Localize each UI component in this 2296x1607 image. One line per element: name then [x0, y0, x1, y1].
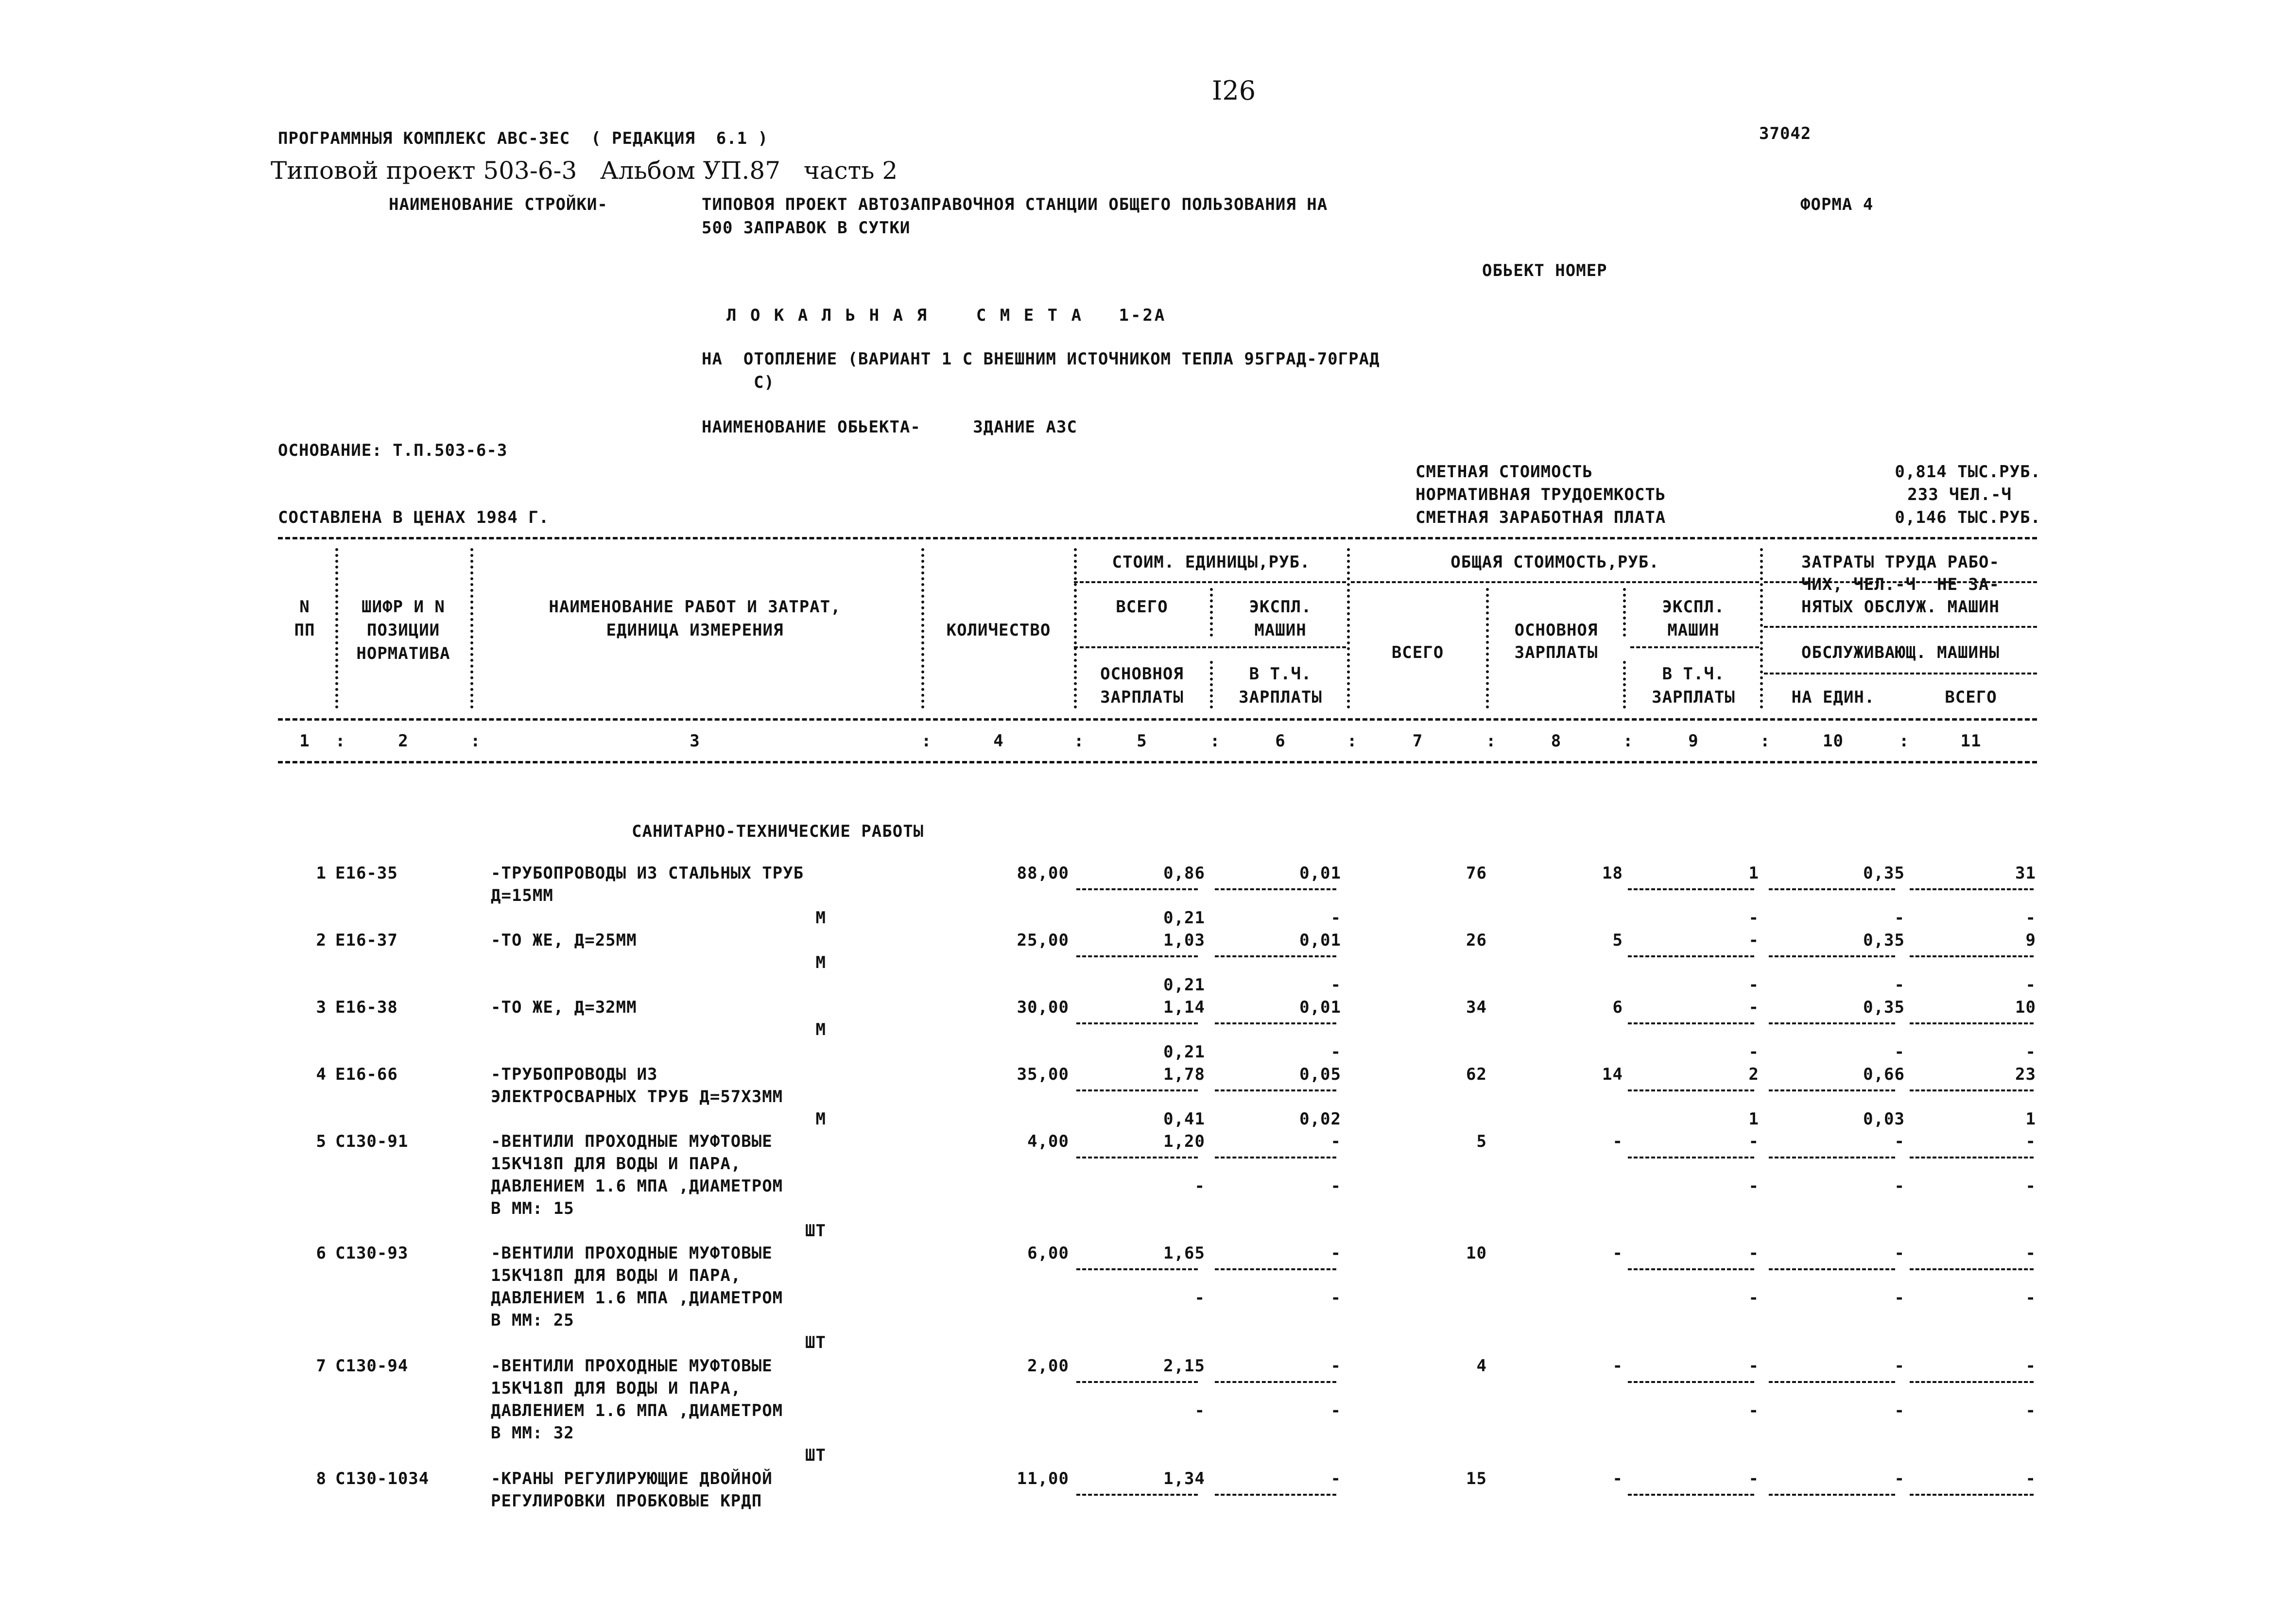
row-number: 5 [316, 1132, 327, 1151]
cell-divider [1215, 1157, 1336, 1158]
row-number: 8 [316, 1469, 327, 1488]
cell-divider [1076, 1268, 1198, 1270]
header-labor-per-unit: НА ЕДИН. [1791, 688, 1875, 707]
summary-label: НОРМАТИВНАЯ ТРУДОЕМКОСТЬ [1416, 485, 1666, 504]
header-total-machine-wage: ЗАРПЛАТЫ [1652, 688, 1735, 707]
row-service-labor-per-unit: - [1894, 975, 1905, 995]
row-labor-per-unit: - [1894, 1132, 1905, 1151]
column-number: 11 [1960, 731, 1982, 751]
cell-divider [1628, 888, 1754, 890]
price-basis: СОСТАВЛЕНА В ЦЕНАХ 1984 Г. [278, 508, 550, 527]
cell-divider [1910, 1494, 2034, 1496]
header-name: НАИМЕНОВАНИЕ РАБОТ И ЗАТРАТ, [549, 597, 841, 617]
cell-divider [1215, 955, 1336, 957]
divider [1074, 581, 1346, 583]
row-unit-machine-cost: 0,01 [1299, 864, 1341, 883]
column-number: 5 [1137, 731, 1147, 751]
row-labor-per-unit: - [1894, 1244, 1905, 1263]
row-total-cost: 4 [1476, 1356, 1487, 1376]
col-colon: : [1486, 731, 1497, 751]
row-unit-machine-wage: - [1330, 1042, 1341, 1062]
row-name: В ММ: 25 [491, 1311, 574, 1330]
row-unit-cost: 2,15 [1163, 1356, 1205, 1376]
row-total-machine: 2 [1748, 1065, 1759, 1084]
cell-divider [1910, 955, 2034, 957]
row-total-cost: 62 [1466, 1065, 1487, 1084]
cell-divider [1769, 955, 1895, 957]
cell-divider [1628, 1089, 1754, 1091]
cell-divider [1769, 1494, 1895, 1496]
row-name: РЕГУЛИРОВКИ ПРОБКОВЫЕ КРДП [491, 1491, 762, 1511]
header-name: ЕДИНИЦА ИЗМЕРЕНИЯ [606, 621, 784, 640]
row-labor-per-unit: 0,66 [1863, 1065, 1905, 1084]
row-unit: М [815, 1020, 826, 1039]
row-total-machine: - [1748, 1244, 1759, 1263]
row-total-cost: 26 [1466, 931, 1487, 950]
row-unit-cost: 1,65 [1163, 1244, 1205, 1263]
column-number: 4 [993, 731, 1004, 751]
cell-divider [1628, 955, 1754, 957]
row-unit-machine-cost: - [1330, 1132, 1341, 1151]
summary-value: 233 ЧЕЛ.-Ч [1907, 485, 2012, 504]
header-labor: ЗАТРАТЫ ТРУДА РАБО- [1801, 553, 2000, 572]
row-total-wage: - [1612, 1132, 1623, 1151]
row-total-machine-wage: - [1748, 1042, 1759, 1062]
row-unit: ШТ [805, 1221, 826, 1241]
divider [1351, 581, 1759, 583]
row-labor-per-unit: 0,35 [1863, 864, 1905, 883]
column-separator [1210, 588, 1213, 637]
col-colon: : [1210, 731, 1221, 751]
row-unit-machine-cost: 0,01 [1299, 998, 1341, 1017]
row-total-machine: - [1748, 1132, 1759, 1151]
row-unit-cost: 1,78 [1163, 1065, 1205, 1084]
form-label: ФОРМА 4 [1800, 195, 1874, 214]
row-name: -ТО ЖЕ, Д=32ММ [491, 998, 637, 1017]
cell-divider [1628, 1022, 1754, 1024]
row-unit-wage: 0,41 [1163, 1109, 1205, 1129]
cell-divider [1076, 1022, 1198, 1024]
col-colon: : [1899, 731, 1910, 751]
divider [1074, 646, 1346, 648]
row-labor-per-unit: 0,35 [1863, 931, 1905, 950]
line-name-label: НАИМЕНОВАНИЕ СТРОЙКИ- [389, 195, 608, 214]
column-separator [1074, 548, 1077, 708]
cell-divider [1215, 1268, 1336, 1270]
divider [1764, 626, 2037, 628]
divider [278, 537, 2037, 539]
row-code: Е16-35 [335, 864, 398, 883]
row-total-machine-wage: - [1748, 1401, 1759, 1420]
row-unit: М [815, 1109, 826, 1129]
header-total-expl: ЭКСПЛ. [1662, 597, 1725, 617]
row-code: Е16-66 [335, 1065, 398, 1084]
row-name: -ТРУБОПРОВОДЫ ИЗ [491, 1065, 658, 1084]
row-service-labor-total: - [2025, 1401, 2036, 1420]
row-total-cost: 15 [1466, 1469, 1487, 1488]
row-quantity: 4,00 [1027, 1132, 1069, 1151]
page-number: I26 [1212, 75, 1256, 106]
header-total-wage: ЗАРПЛАТЫ [1514, 643, 1598, 662]
row-unit-machine-cost: - [1330, 1469, 1341, 1488]
cell-divider [1910, 1157, 2034, 1158]
row-unit-wage: - [1194, 1288, 1205, 1308]
row-total-machine-wage: - [1748, 1288, 1759, 1308]
row-total-wage: 14 [1602, 1065, 1623, 1084]
row-name: -ВЕНТИЛИ ПРОХОДНЫЕ МУФТОВЫЕ [491, 1244, 773, 1263]
row-service-labor-per-unit: - [1894, 908, 1905, 928]
header-code: ШИФР И N [362, 597, 445, 617]
estimate-subject: НА ОТОПЛЕНИЕ (ВАРИАНТ 1 С ВНЕШНИМ ИСТОЧНИКОМ ТЕПЛА 95ГРАД-70ГРАД [702, 349, 1380, 369]
object-number: ОБЬЕКТ НОМЕР [1482, 261, 1607, 280]
row-service-labor-total: 1 [2025, 1109, 2036, 1129]
row-labor-total: - [2025, 1132, 2036, 1151]
summary-label: СМЕТНАЯ ЗАРАБОТНАЯ ПЛАТА [1416, 508, 1666, 527]
row-name: 15КЧ18П ДЛЯ ВОДЫ И ПАРА, [491, 1154, 742, 1174]
row-total-cost: 34 [1466, 998, 1487, 1017]
row-unit: М [815, 953, 826, 972]
header-unit-expl: ЭКСПЛ. [1249, 597, 1312, 617]
row-name: -ТО ЖЕ, Д=25ММ [491, 931, 637, 950]
column-number: 6 [1275, 731, 1286, 751]
divider [1630, 646, 1759, 648]
row-name: -ВЕНТИЛИ ПРОХОДНЫЕ МУФТОВЫЕ [491, 1132, 773, 1151]
col-colon: : [1347, 731, 1358, 751]
header-code: НОРМАТИВА [356, 644, 450, 663]
row-unit-cost: 0,86 [1163, 864, 1205, 883]
col-colon: : [1623, 731, 1634, 751]
cell-divider [1769, 1381, 1895, 1383]
row-number: 2 [316, 931, 327, 950]
row-total-machine: - [1748, 998, 1759, 1017]
row-total-machine-wage: - [1748, 975, 1759, 995]
header-labor-service: ОБСЛУЖИВАЮЩ. МАШИНЫ [1801, 643, 2000, 662]
divider [278, 761, 2037, 763]
row-name: ДАВЛЕНИЕМ 1.6 МПА ,ДИАМЕТРОМ [491, 1176, 783, 1196]
row-total-cost: 5 [1476, 1132, 1487, 1151]
column-number: 3 [690, 731, 700, 751]
row-quantity: 35,00 [1017, 1065, 1069, 1084]
row-service-labor-per-unit: 0,03 [1863, 1109, 1905, 1129]
header-quantity: КОЛИЧЕСТВО [946, 621, 1051, 640]
row-unit-machine-wage: - [1330, 1288, 1341, 1308]
column-number: 2 [398, 731, 409, 751]
header-labor-total: ВСЕГО [1945, 688, 1997, 707]
row-total-wage: 5 [1612, 931, 1623, 950]
document-code: 37042 [1759, 124, 1812, 143]
cell-divider [1215, 1089, 1336, 1091]
row-name: ЭЛЕКТРОСВАРНЫХ ТРУБ Д=57Х3ММ [491, 1087, 783, 1106]
header-unit-machine-wage: ЗАРПЛАТЫ [1239, 688, 1322, 707]
row-total-machine: - [1748, 1356, 1759, 1376]
row-unit-machine-cost: 0,01 [1299, 931, 1341, 950]
row-number: 6 [316, 1244, 327, 1263]
row-labor-total: - [2025, 1244, 2036, 1263]
row-number: 7 [316, 1356, 327, 1376]
row-number: 4 [316, 1065, 327, 1084]
row-name: В ММ: 32 [491, 1423, 574, 1443]
column-separator [470, 548, 473, 708]
col-colon: : [1760, 731, 1771, 751]
row-unit-cost: 1,14 [1163, 998, 1205, 1017]
row-name: -ВЕНТИЛИ ПРОХОДНЫЕ МУФТОВЫЕ [491, 1356, 773, 1376]
row-total-cost: 10 [1466, 1244, 1487, 1263]
cell-divider [1076, 1157, 1198, 1158]
row-unit-wage: 0,21 [1163, 908, 1205, 928]
column-separator [1210, 661, 1213, 708]
header-unit-wage: ОСНОВНОЯ [1100, 664, 1184, 684]
row-unit-machine-wage: - [1330, 975, 1341, 995]
column-separator [1347, 548, 1350, 708]
row-name: Д=15ММ [491, 886, 553, 905]
estimate-subject-2: С) [754, 373, 775, 392]
row-labor-total: 9 [2025, 931, 2036, 950]
column-separator [1623, 661, 1626, 708]
cell-divider [1076, 1089, 1198, 1091]
row-unit-wage: 0,21 [1163, 975, 1205, 995]
row-quantity: 30,00 [1017, 998, 1069, 1017]
cell-divider [1910, 1268, 2034, 1270]
row-number: 1 [316, 864, 327, 883]
row-unit: ШТ [805, 1333, 826, 1352]
cell-divider [1769, 1268, 1895, 1270]
row-labor-per-unit: 0,35 [1863, 998, 1905, 1017]
row-quantity: 6,00 [1027, 1244, 1069, 1263]
row-code: С130-91 [335, 1132, 409, 1151]
cell-divider [1076, 888, 1198, 890]
cell-divider [1215, 1381, 1336, 1383]
cell-divider [1910, 1381, 2034, 1383]
row-labor-total: 23 [2015, 1065, 2036, 1084]
header-unit-cost: СТОИМ. ЕДИНИЦЫ,РУБ. [1112, 553, 1311, 572]
header-total-wage: ОСНОВНОЯ [1514, 621, 1598, 640]
row-total-wage: - [1612, 1244, 1623, 1263]
header-code: ПОЗИЦИИ [366, 621, 440, 640]
row-unit-cost: 1,20 [1163, 1132, 1205, 1151]
row-name: -КРАНЫ РЕГУЛИРУЮЩИЕ ДВОЙНОЙ [491, 1469, 773, 1488]
row-unit-cost: 1,03 [1163, 931, 1205, 950]
cell-divider [1628, 1494, 1754, 1496]
cell-divider [1076, 1494, 1198, 1496]
row-total-wage: 6 [1612, 998, 1623, 1017]
row-total-wage: 18 [1602, 864, 1623, 883]
row-service-labor-total: - [2025, 1042, 2036, 1062]
row-code: Е16-38 [335, 998, 398, 1017]
row-total-cost: 76 [1466, 864, 1487, 883]
row-service-labor-per-unit: - [1894, 1288, 1905, 1308]
row-unit-machine-wage: - [1330, 908, 1341, 928]
row-service-labor-per-unit: - [1894, 1176, 1905, 1196]
row-name: 15КЧ18П ДЛЯ ВОДЫ И ПАРА, [491, 1379, 742, 1398]
cell-divider [1076, 955, 1198, 957]
row-labor-total: - [2025, 1469, 2036, 1488]
col-colon: : [1074, 731, 1085, 751]
row-total-machine: 1 [1748, 864, 1759, 883]
cell-divider [1628, 1381, 1754, 1383]
column-number: 9 [1688, 731, 1699, 751]
row-service-labor-per-unit: - [1894, 1042, 1905, 1062]
cell-divider [1910, 1089, 2034, 1091]
divider [1764, 673, 2037, 674]
cell-divider [1628, 1268, 1754, 1270]
header-n: N [299, 597, 310, 617]
header-unit-expl: МАШИН [1254, 621, 1307, 640]
row-name: В ММ: 15 [491, 1199, 574, 1218]
divider [278, 718, 2037, 721]
column-separator [1623, 588, 1626, 637]
header-unit-machine-wage: В Т.Ч. [1249, 664, 1312, 684]
cell-divider [1769, 888, 1895, 890]
header-total-cost: ОБЩАЯ СТОИМОСТЬ,РУБ. [1450, 553, 1659, 572]
cell-divider [1215, 888, 1336, 890]
row-name: ДАВЛЕНИЕМ 1.6 МПА ,ДИАМЕТРОМ [491, 1288, 783, 1308]
cell-divider [1076, 1381, 1198, 1383]
line-name-text: ТИПОВОЯ ПРОЕКТ АВТОЗАПРАВОЧНОЯ СТАНЦИИ ОБЩЕГО ПОЛЬЗОВАНИЯ НА [702, 195, 1328, 214]
row-quantity: 11,00 [1017, 1469, 1069, 1488]
line-name-text-2: 500 ЗАПРАВОК В СУТКИ [702, 218, 911, 238]
row-unit-wage: - [1194, 1176, 1205, 1196]
summary-value: 0,146 ТЫС.РУБ. [1895, 508, 2041, 527]
row-total-machine: - [1748, 931, 1759, 950]
column-separator [1760, 548, 1763, 708]
row-unit-machine-cost: 0,05 [1299, 1065, 1341, 1084]
row-total-wage: - [1612, 1356, 1623, 1376]
row-labor-per-unit: - [1894, 1469, 1905, 1488]
row-labor-per-unit: - [1894, 1356, 1905, 1376]
row-unit: ШТ [805, 1446, 826, 1465]
column-number: 8 [1551, 731, 1562, 751]
row-quantity: 25,00 [1017, 931, 1069, 950]
row-service-labor-total: - [2025, 908, 2036, 928]
row-labor-total: - [2025, 1356, 2036, 1376]
row-unit-machine-wage: 0,02 [1299, 1109, 1341, 1129]
column-number: 7 [1412, 731, 1423, 751]
row-code: С130-94 [335, 1356, 409, 1376]
row-service-labor-total: - [2025, 1288, 2036, 1308]
header-total: ВСЕГО [1391, 643, 1444, 662]
basis: ОСНОВАНИЕ: Т.П.503-6-3 [278, 441, 508, 460]
program-name: ПРОГРАММНЫЯ КОМПЛЕКС АВС-ЗЕС ( РЕДАКЦИЯ 6.1 ) [278, 129, 769, 148]
row-total-wage: - [1612, 1469, 1623, 1488]
row-service-labor-per-unit: - [1894, 1401, 1905, 1420]
row-code: С130-93 [335, 1244, 409, 1263]
column-separator [1486, 588, 1489, 708]
cell-divider [1910, 888, 2034, 890]
row-name: 15КЧ18П ДЛЯ ВОДЫ И ПАРА, [491, 1266, 742, 1285]
row-name: -ТРУБОПРОВОДЫ ИЗ СТАЛЬНЫХ ТРУБ [491, 864, 804, 883]
row-unit: М [815, 908, 826, 928]
row-unit-machine-wage: - [1330, 1401, 1341, 1420]
cell-divider [1769, 1157, 1895, 1158]
row-unit-machine-cost: - [1330, 1356, 1341, 1376]
section-title: САНИТАРНО-ТЕХНИЧЕСКИЕ РАБОТЫ [632, 822, 924, 841]
row-service-labor-total: - [2025, 975, 2036, 995]
column-number: 10 [1823, 731, 1844, 751]
header-unit-total: ВСЕГО [1116, 597, 1168, 617]
summary-label: СМЕТНАЯ СТОИМОСТЬ [1416, 462, 1593, 482]
row-name: ДАВЛЕНИЕМ 1.6 МПА ,ДИАМЕТРОМ [491, 1401, 783, 1420]
document-title: Л О К А Л Ь Н А Я С М Е Т А 1-2А [726, 306, 1167, 325]
row-unit-machine-cost: - [1330, 1244, 1341, 1263]
header-unit-wage: ЗАРПЛАТЫ [1100, 688, 1184, 707]
row-total-machine-wage: - [1748, 1176, 1759, 1196]
summary-value: 0,814 ТЫС.РУБ. [1895, 462, 2041, 482]
project-title: Типовой проект 503-6-3 Альбом УП.87 часть 2 [271, 156, 898, 185]
col-colon: : [335, 731, 346, 751]
row-unit-wage: - [1194, 1401, 1205, 1420]
cell-divider [1215, 1022, 1336, 1024]
cell-divider [1769, 1089, 1895, 1091]
row-total-machine: - [1748, 1469, 1759, 1488]
object-name: НАИМЕНОВАНИЕ ОБЬЕКТА- ЗДАНИЕ АЗС [702, 417, 1077, 437]
row-quantity: 88,00 [1017, 864, 1069, 883]
header-n: ПП [294, 621, 315, 640]
cell-divider [1769, 1022, 1895, 1024]
cell-divider [1910, 1022, 2034, 1024]
row-total-machine-wage: 1 [1748, 1109, 1759, 1129]
row-labor-total: 10 [2015, 998, 2036, 1017]
row-labor-total: 31 [2015, 864, 2036, 883]
column-separator [921, 548, 924, 708]
row-total-machine-wage: - [1748, 908, 1759, 928]
header-labor: ЧИХ, ЧЕЛ.-Ч НЕ ЗА- [1801, 575, 2000, 594]
col-colon: : [470, 731, 481, 751]
row-code: Е16-37 [335, 931, 398, 950]
row-code: С130-1034 [335, 1469, 430, 1488]
header-total-machine-wage: В Т.Ч. [1662, 664, 1725, 684]
row-unit-wage: 0,21 [1163, 1042, 1205, 1062]
row-service-labor-total: - [2025, 1176, 2036, 1196]
column-number: 1 [299, 731, 310, 751]
cell-divider [1628, 1157, 1754, 1158]
row-quantity: 2,00 [1027, 1356, 1069, 1376]
header-total-expl: МАШИН [1667, 621, 1720, 640]
row-unit-machine-wage: - [1330, 1176, 1341, 1196]
cell-divider [1215, 1494, 1336, 1496]
row-unit-cost: 1,34 [1163, 1469, 1205, 1488]
header-labor: НЯТЫХ ОБСЛУЖ. МАШИН [1801, 597, 2000, 617]
column-separator [335, 548, 338, 708]
col-colon: : [921, 731, 932, 751]
row-number: 3 [316, 998, 327, 1017]
